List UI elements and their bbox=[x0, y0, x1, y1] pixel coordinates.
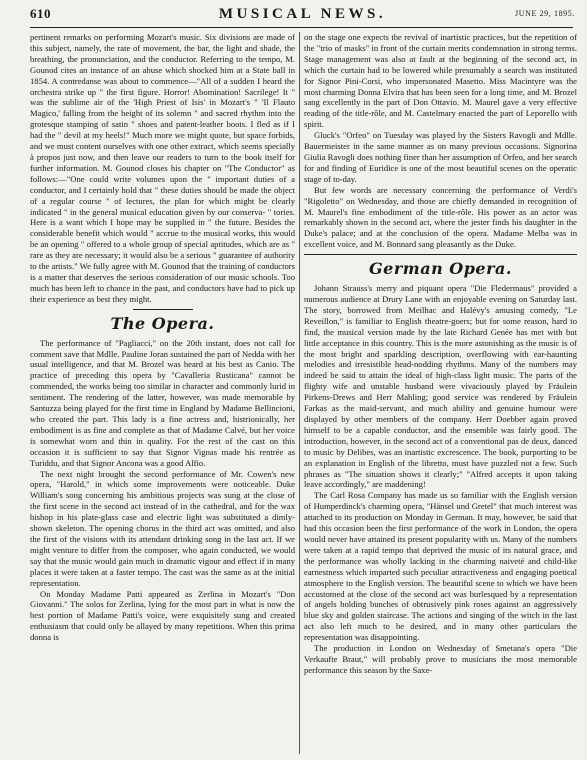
running-head bbox=[30, 6, 575, 26]
header-rule bbox=[30, 27, 573, 28]
left-column bbox=[30, 32, 295, 643]
section-divider bbox=[133, 309, 193, 310]
fledermaus-paragraph: Johann Strauss's merry and piquant opera "Die Fledermaus" provided a numerous audience at Drury Lane with an enjoyable evening on Saturday last. The story, borrowed from Meilhac and Halévy's amusing comedy, "Le Reveillon," is familiar to English theatre-goers; but for some reason, hard to find, the musical version made by the late Richard Genée has met with but little acceptance in this country. This is the more astonishing as the music is of the most bright and sparkling description, overflowing with ear-haunting melodies and irresistible head-nodding rhythms. Many of the numbers may indeed be said to attain the ideal of high-class light music. The parts of the flighty wife and unstable husband were vivaciously played by Fräulein Pirkens-Drews and Herr Mahling; good service was rendered by Fräulein Farkas as the maid-servant, and much ability and genuine humour were displayed by other members of the company. Herr Doebber again proved himself to be a capable conductor, and the ensemble was fairly good. The introduction, however, in the second act of a conventional pas de deux, danced to music by Delibes, was an inartistic excrescence. The book, purporting to be an explanation in English of the libretto, must have puzzled not a few. Such phrases as "The situation shows it clearly;" "Alfred accepts it upon taking leave accordingly," are maddening! bbox=[304, 283, 577, 490]
verkaufte-braut-paragraph: The production in London on Wednesday of Smetana's opera "Die Verkaufte Braut," will probably prove to musicians the most memorable performance this season by the Saxe- bbox=[304, 643, 577, 675]
orfeo-paragraph: Gluck's "Orfeo" on Tuesday was played by the Sisters Ravogli and Mdlle. Bauermeister in the same manner as on many previous occasions. Signorina Giulia Ravogli does nothing finer than her assumption of Orfeo, and her search for and finding of Euridice is one of the most beautiful scenes on the operatic stage of to-day. bbox=[304, 130, 577, 184]
don-giovanni-continued-paragraph: on the stage one expects the revival of inartistic practices, but the repetition of the "trio of masks" in front of the curtain merits condemnation in strong terms. Stage management was also at fault at the beginning of the second act, in which the curtain had to be lowered while presumably a search was instituted for Signor Pini-Corsi, who impersonated Masetto. Miss Macintyre was the most charming Donna Elvira that has been seen for a long time, and M. Brozel sang excellently in the part of Don Ottavio. M. Maurel gave a very effective reading of the title-rôle, and M. Castelmary enacted the part of Leporello with spirit. bbox=[304, 32, 577, 130]
german-opera-section-heading: German Opera. bbox=[369, 259, 512, 279]
right-column bbox=[304, 32, 577, 676]
journal-title: MUSICAL NEWS. bbox=[218, 6, 387, 22]
gounod-review-paragraph: pertinent remarks on performing Mozart's music. Six divisions are made of this subject, namely, the rate of movement, the bar, the light and shade, the breathing, the pronunciation, and the conductor. Referring to the tempo, M. Gounod cites an instance of an abuse which shocked him at a State ball in 1854. A contredanse was about to commence—"All of a sudden I heard the orchestra strike up " the first figure. Horror! Abomination! Sacrilege! It " was the sublime air of the 'High Priest of Isis' in Mozart's " 'Il Flauto Magico,' falling from the height of its solemn " and sacred rhythm into the grotesque stamping of satin " shoes and patent-leather boots. I fled as if I had the " devil at my heels!" Much more we might quote, but space forbids, and we must content ourselves with one other extract, which seems specially à propos just now, and then leave our readers to turn to the book itself for further information. M. Gounod closes his chapter on "The Conductor" as follows:—"One could write volumes upon the " important duties of a conductor, and I certainly hold that " these duties should be made the object of a regular course " of lectures, the plan for which might be clearly indicated " in the general musical education given by our conserva- " tories. Here is a want which I hope may be supplied in " the future. Besides the considerable benefit which would " accrue to the musical works, this would be an opening " offered to a whole group of special aptitudes, which are as " rare as they are necessary; it would also be a serious " guarantee of authority to the artists." We fully agree with M. Gounod that the training of conductors is a matter that deserves the serious consideration of our music schools. Too much has been left to chance in the past, and conductors have had to pick up their experience as best they might. bbox=[30, 32, 295, 304]
rigoletto-paragraph: But few words are necessary concerning the performance of Verdi's "Rigoletto" on Wednesday, and those are chiefly demanded in recognition of M. Maurel's fine embodiment of the title-rôle. His power as an actor was remarkably shown in the second act, where the jester finds his daughter in the Duke's palace; and at the conclusion of the opera. Madame Melba was in excellent voice, and M. Bonnard sang pleasantly as the Duke. bbox=[304, 184, 577, 250]
section-divider bbox=[304, 254, 577, 255]
column-divider bbox=[299, 32, 300, 754]
harold-paragraph: The next night brought the second performance of Mr. Cowen's new opera, "Harold," in which some improvements were noticeable. Duke William's song concerning his ambitious projects was sung at the close of the first scene in the second act instead of in the cathedral, and for the wax bishop in his plate-glass case and electric light was substituted a dimly-shown skeleton. The opening chorus in the third act was omitted, and also the first of the visions with its attendant drinking song in the last act. If we might venture to differ from the composer, who again conducted, we would say that the music would gain much in dramatic vigour and effect if in many places it were taken at a faster tempo. The cast was the same as at the initial representation. bbox=[30, 468, 295, 588]
page-number: 610 bbox=[30, 6, 51, 21]
issue-date: JUNE 29, 1895. bbox=[515, 9, 575, 18]
hansel-gretel-paragraph: The Carl Rosa Company has made us so familiar with the English version of Humperdinck's charming opera, "Hänsel und Gretel" that much interest was attached to its production on Monday in German. It may, however, be said that had this occasion been the first performance of the work in London, the opera would never have attained its present popularity with us. Many of the numbers were taken at a rapid tempo that deprived the music of its natural grace, and the performance was wholly lacking in the charming naiveté and child-like earnestness which imparted such peculiar attractiveness and engaging poetical atmosphere to the English version. The beautiful scene to which we have been accustomed at the close of the second act was burlesqued by a representation of angels holding bunches of obtrusively pink roses against an aggressively blue sky and golden staircase. The actions and singing of the witch in the last act also left much to be desired, and in many other particulars the representation was disappointing. bbox=[304, 490, 577, 643]
don-giovanni-paragraph: On Monday Madame Patti appeared as Zerlina in Mozart's "Don Giovanni." The solos for Zerlina, lying for the most part in what is now the best portion of Madame Patti's voice, were exquisitely sung and created enthusiasm that could only be allayed by many repetitions. When this prima donna is bbox=[30, 588, 295, 643]
opera-section-heading: The Opera. bbox=[110, 313, 215, 333]
pagliacci-paragraph: The performance of "Pagliacci," on the 20th instant, does not call for comment save that Mdlle. Pauline Joran sustained the part of Nedda with her usual intelligence, and that M. Brozel was heard at his best as Canio. The practice of preceding this opera by "Cavalleria Rusticana" cannot be commended, the works being too similar in character and commonly lurid in sentiment. The rendering of the latter, however, was made memorable by Santuzza being played for the first time in England by Madame Bellincioni, who created the part. This lady is a fine actress and, histrionically, her embodiment is as fine and complete as that of Madame Calvé, but her voice is somewhat worn and thin in quality. For the rest of the cast on this occasion it is sufficient to say that Signor Vignas made his rentrée as Turiddu, and that Signor Ancona was a good Alfio. bbox=[30, 337, 295, 468]
